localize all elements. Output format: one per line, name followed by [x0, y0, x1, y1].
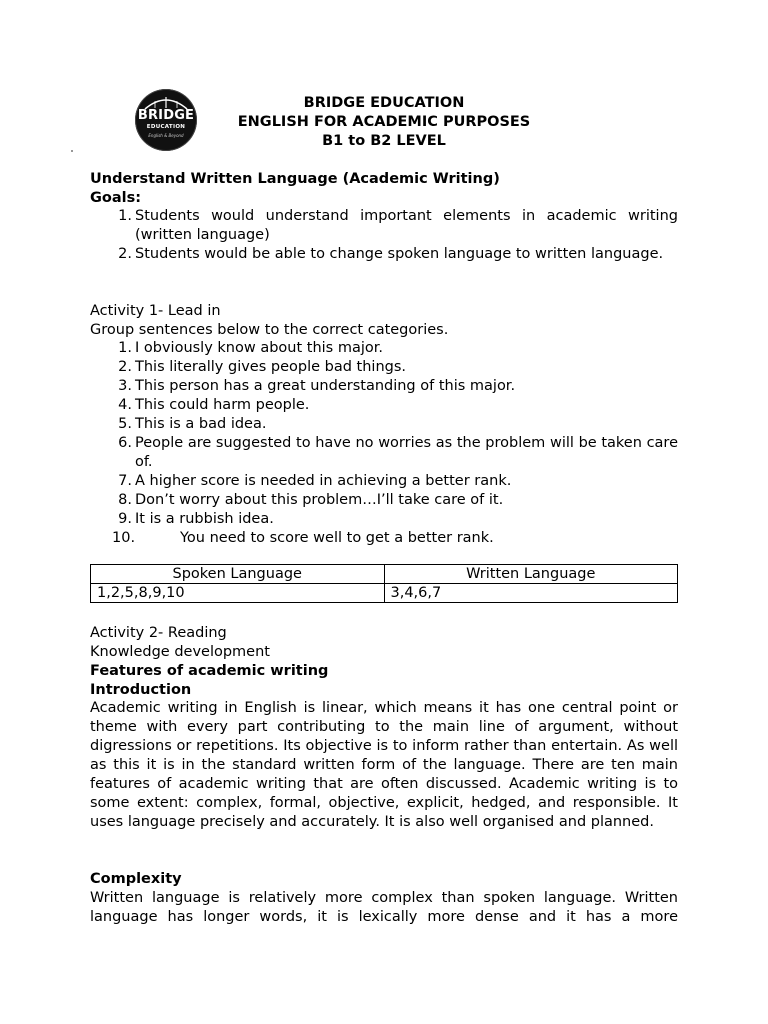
- goals-label: Goals:: [90, 190, 142, 206]
- list-item: 2. This literally gives people bad things.: [118, 359, 407, 375]
- features-heading: Features of academic writing: [90, 663, 329, 679]
- activity2-subtitle: Knowledge development: [90, 644, 270, 660]
- logo-text-education: EDUCATION: [146, 124, 186, 130]
- goal-item: 1. Students would understand important elements in academic writing (written language): [118, 208, 678, 243]
- goal-item: 2. Students would be able to change spoken language to written language.: [118, 246, 664, 262]
- header-line-3: B1 to B2 LEVEL: [322, 133, 446, 149]
- category-table: [90, 564, 678, 603]
- intro-heading: Introduction: [90, 682, 192, 698]
- table-row: [91, 584, 678, 603]
- stray-mark: [71, 150, 73, 152]
- document-header: [224, 94, 544, 151]
- column-header-written: Written Language: [384, 565, 678, 584]
- goals-list: [90, 207, 678, 264]
- intro-paragraph: Academic writing in English is linear, which means it has one central point or theme with every part contributing to the main line of argument, without digressions or repetitions. Its objective is to inform rather than entertain. As well as this it is in the standard written form of the language. There are ten main features of academic writing that are often discussed. Academic writing is to some extent: complex, formal, objective, explicit, hedged, and responsible. It uses language precisely and accurately. It is also well organised and planned.: [90, 700, 678, 830]
- list-item: 5. This is a bad idea.: [118, 416, 267, 432]
- complexity-heading: Complexity: [90, 871, 182, 887]
- header-line-2: ENGLISH FOR ACADEMIC PURPOSES: [237, 114, 531, 130]
- complexity-paragraph: Written language is relatively more complex than spoken language. Written language has longer words, it is lexically more dense and it has a more: [90, 890, 678, 925]
- logo-text-bridge: BRIDGE: [137, 108, 195, 123]
- list-item: 6. People are suggested to have no worries as the problem will be taken care of.: [118, 435, 678, 470]
- header-line-1: BRIDGE EDUCATION: [303, 95, 465, 111]
- logo-tagline: English & Beyond: [148, 133, 184, 138]
- cell-written: 3,4,6,7: [384, 584, 678, 603]
- table-header-row: [91, 565, 678, 584]
- activity1-title: Activity 1- Lead in: [90, 303, 221, 319]
- list-item: 8. Don’t worry about this problem…I’ll take care of it.: [118, 492, 504, 508]
- list-item: 10. You need to score well to get a better rank.: [112, 530, 494, 546]
- sentence-list: [90, 339, 678, 548]
- activity2-title: Activity 2- Reading: [90, 625, 227, 641]
- column-header-spoken: Spoken Language: [91, 565, 385, 584]
- cell-spoken: 1,2,5,8,9,10: [91, 584, 385, 603]
- section-title: Understand Written Language (Academic Writing): [90, 171, 500, 187]
- list-item: 7. A higher score is needed in achieving a better rank.: [118, 473, 512, 489]
- activity1-instruction: Group sentences below to the correct categories.: [90, 322, 449, 338]
- list-item: 4. This could harm people.: [118, 397, 310, 413]
- list-item: 1. I obviously know about this major.: [118, 340, 383, 356]
- bridge-education-logo: [135, 89, 197, 151]
- list-item: 9. It is a rubbish idea.: [118, 511, 274, 527]
- list-item: 3. This person has a great understanding of this major.: [118, 378, 516, 394]
